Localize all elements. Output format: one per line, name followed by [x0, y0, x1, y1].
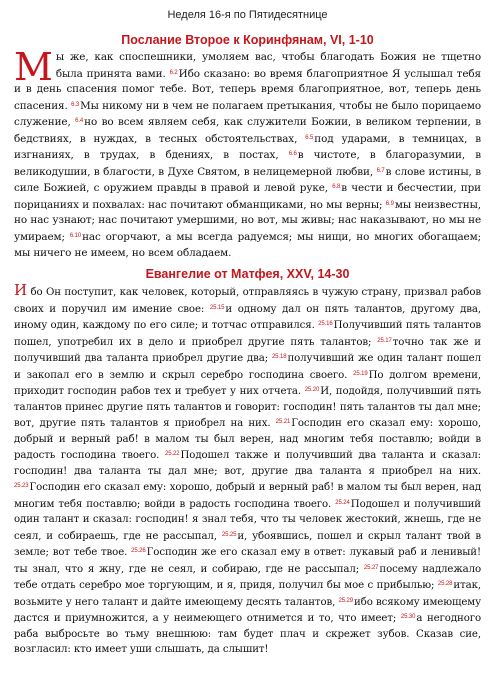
verse-text: Господин же его сказал ему в ответ: лукавый раб и ленивый! ты знал, что я жну, где не сеял, и собираю, где не рассыпал;: [14, 547, 481, 575]
verse-text: а негодного раба выбросьте во тьму внешнюю: там будет плач и скрежет зубов. Сказав сие, возгласил: кто имеет уши слышать, да слышит!: [14, 613, 481, 655]
verse-text: получивший же один талант пошел и закопал его в землю и скрыл серебро господина своего.: [14, 353, 481, 381]
verse-text: но во всем являем себя, как служители Божии, в великом терпении, в бедствиях, в нуждах, в тесных обстоятельствах,: [14, 116, 481, 145]
gospel-text: [14, 281, 482, 658]
verse-number: 25.30: [400, 614, 416, 620]
verse-text: Господин его сказал ему: хорошо, добрый и верный раб! в малом ты был верен, над многим тебя поставлю; войди в радость господина твоего.: [14, 482, 481, 510]
verse-text: И, подойдя, получивший пять талантов принес другие пять талантов и говорит: господин! пять талантов ты дал мне; вот, другие пять талантов я приобрел на них.: [14, 386, 482, 429]
verse-text: точно так же и получивший два таланта приобрел другие два;: [14, 336, 481, 364]
page-header: Неделя 16-я по Пятидесятнице: [167, 9, 328, 21]
verse-number: 6.8: [332, 184, 341, 191]
verse-number: 25.18: [271, 354, 287, 360]
verse-number: 6.6: [288, 151, 297, 158]
verse-number: 25.21: [275, 419, 291, 425]
verse-text: в чести и бесчестии, при порицаниях и похвалах: нас почитают обманщиками, но мы верны;: [14, 182, 481, 211]
verse-number: 25.23: [14, 483, 29, 489]
verse-number: 25.15: [209, 304, 225, 311]
verse-text: посему надлежало тебе отдать серебро мое торгующим, и я, придя, получил бы мое с прибылью;: [14, 563, 481, 591]
verse-text: нас огорчают, а мы всегда радуемся; мы нищи, но многих обогащаем; мы ничего не имеем, но всем обладаем.: [14, 231, 481, 259]
verse-number: 6.4: [75, 118, 84, 125]
verse-number: 6.7: [376, 167, 385, 174]
verse-number: 6.9: [385, 200, 394, 207]
epistle-dropcap: М: [14, 45, 53, 89]
gospel-title: Евангелие от Матфея, XXV, 14-30: [145, 267, 350, 281]
verse-number: 25.25: [221, 531, 237, 538]
verse-text: По долгом времени, приходит господин рабов тех и требует у них отчета.: [14, 369, 481, 397]
verse-text: Мы никому ни в чем не полагаем претыкания, чтобы не было порицаемо служение,: [14, 99, 482, 129]
verse-text: ы же, как споспешники, умоляем вас, чтобы благодать Божия не тщетно была принята вами.: [55, 51, 481, 80]
verse-text: Ибо сказано: во время благоприятное Я услышал тебя и в день спасения помог тебе. Вот, теперь время благоприятное, вот, теперь день спасения.: [14, 67, 481, 112]
verse-text: Подошел также и получивший два таланта и сказал: господин! два таланта ты дал мне; вот, другие два таланта я приобрел на них.: [14, 450, 481, 477]
verse-number: 25.19: [353, 370, 368, 377]
verse-number: 25.27: [363, 564, 379, 571]
verse-number: 25.16: [318, 321, 333, 327]
verse-text: в слове истины, в силе Божией, с оружием правды в правой и левой руке,: [14, 165, 481, 195]
verse-text: бо Он поступит, как человек, который, отправляясь в чужую страну, призвал рабов своих и поручил им имение свое:: [14, 287, 482, 315]
verse-number: 6.5: [305, 134, 314, 141]
verse-text: и, убоявшись, пошел и скрыл талант твой в земле; вот тебе твое.: [14, 530, 482, 558]
verse-number: 25.17: [377, 337, 392, 344]
verse-number: 25.26: [131, 548, 146, 554]
verse-number: 6.3: [71, 101, 80, 108]
verse-number: 25.28: [437, 581, 453, 587]
verse-text: итак, возьмите у него талант и дайте имеющему десять талантов,: [14, 580, 481, 608]
epistle-text: [14, 45, 482, 261]
verse-text: под ударами, в темницах, в изгнаниях, в трудах, в бдениях, в постах,: [14, 132, 481, 162]
gospel-dropcap: И: [14, 281, 27, 299]
epistle-title: Послание Второе к Коринфянам, VI, 1-10: [121, 33, 374, 47]
verse-text: в чистоте, в благоразумии, в великодушии, в благости, в Духе Святом, в нелицемерной любви,: [14, 149, 481, 178]
verse-text: Господин его сказал ему: хорошо, добрый и верный раб! в малом ты был верен, над многим тебя поставлю; войди в радость господина твоего.: [14, 418, 481, 461]
verse-number: 6.2: [169, 69, 178, 76]
verse-text: Подошел и получивший один талант и сказал: господин! я знал тебя, что ты человек жестокий, жнешь, где не сеял, и собираешь, где не рассыпал,: [14, 498, 481, 542]
verse-number: 6.10: [69, 233, 82, 240]
verse-text: ибо всякому имеющему дастся и приумножится, а у неимеющего отнимется и то, что имеет;: [14, 596, 481, 624]
verse-text: Получивший пять талантов пошел, употребил их в дело и приобрел другие пять талантов;: [14, 320, 481, 348]
verse-text: и одному дал он пять талантов, другому два, иному один, каждому по его силе; и тотчас отправился.: [14, 303, 481, 331]
verse-number: 25.20: [304, 387, 320, 393]
verse-number: 25.29: [338, 597, 353, 604]
verse-number: 25.22: [164, 451, 180, 457]
verse-number: 25.24: [335, 499, 350, 506]
verse-text: мы неизвестны, но нас узнают; нас почитают умершими, но вот, мы живы; нас наказывают, но мы не умираем;: [14, 198, 481, 244]
